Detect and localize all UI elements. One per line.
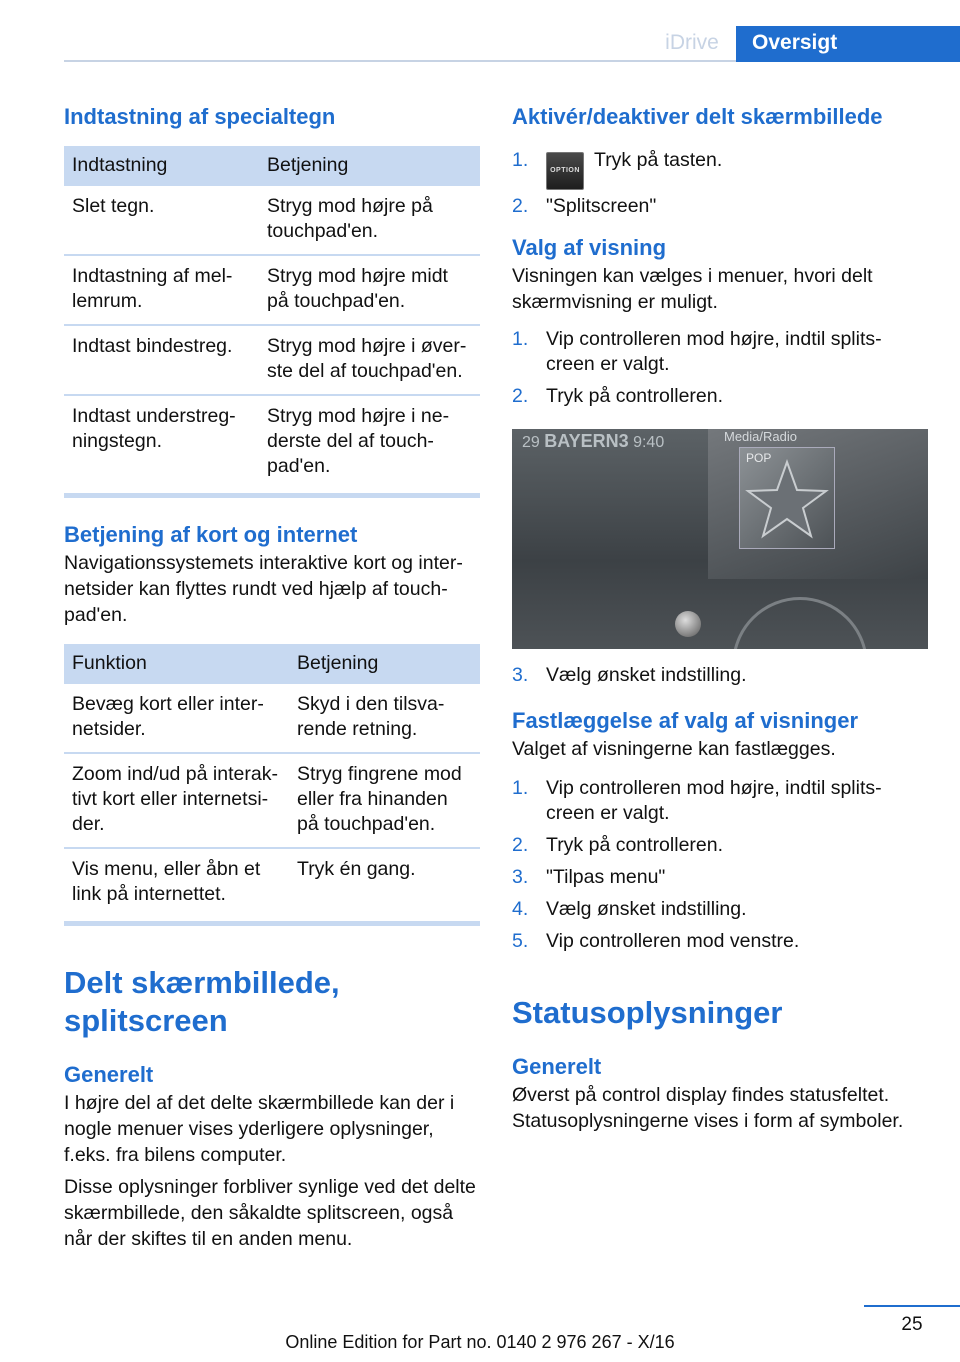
page-number: 25 [901,1314,923,1335]
list-item [512,194,928,219]
heading-fix-views: Fastlæggelse af valg af visninger [512,708,859,733]
heading-activate-splitscreen: Aktivér/deaktiver delt skærmbillede [512,104,883,129]
maps-internet-table [64,644,480,926]
step-number: 2. [512,834,529,856]
table-row [64,186,480,255]
heading-general: Generelt [64,1062,154,1087]
table-cell: Slet tegn. [64,186,259,255]
step-text: Vælg ønsket indstilling. [546,898,747,920]
table-cell: Tryk én gang. [289,848,480,924]
left-column [64,96,480,1252]
table-row [64,395,480,496]
step-number: 1. [512,328,529,350]
list-item [512,327,928,377]
step-number: 2. [512,385,529,407]
step-number: 5. [512,930,529,952]
table-cell: Indtastning af mel-lemrum. [64,255,259,325]
paragraph-view: Visningen kan vælges i menuer, hvori delt skærmvisning er muligt. [512,265,873,313]
paragraph-status: Øverst på control display findes statusfeltet. Statusoplysningerne vises i form af symboler. [512,1084,904,1132]
step-text: Tryk på tasten. [594,149,723,171]
media-radio-label: Media/Radio [724,429,797,444]
fix-steps [512,776,928,954]
list-item [512,833,928,858]
table-cell: Vis menu, eller åbn et link på internettet. [64,848,289,924]
step-number: 3. [512,664,529,686]
heading-maps-internet: Betjening af kort og internet [64,522,358,547]
header-tab: Oversigt [736,26,960,62]
table-cell: Stryg fingrene mod eller fra hinanden på touchpad'en. [289,753,480,848]
special-characters-table [64,146,480,498]
table-cell: Indtast bindestreg. [64,325,259,395]
table-header: Indtastning [64,146,259,186]
list-item [512,929,928,954]
preset-number: 29 [522,434,540,451]
heading-view-selection: Valg af visning [512,235,667,260]
activate-steps [512,142,928,219]
table-row [64,325,480,395]
table-header: Betjening [259,146,480,186]
list-item [512,663,928,688]
step-text: Tryk på controlleren. [546,385,724,407]
table-header: Betjening [289,644,480,684]
table-row [64,255,480,325]
step-number: 2. [512,195,529,217]
clock-time: 9:40 [633,434,665,451]
paragraph-general-1: I højre del af det delte skærmbillede kan der i nogle menuer vises yderligere oplysninger, f.eks. fra bilens computer. [64,1092,455,1166]
radio-station-readout [522,431,664,452]
step-text: "Tilpas menu" [546,866,666,888]
table-cell: Zoom ind/ud på interak-tivt kort eller internetsi-der. [64,753,289,848]
step-text: "Splitscreen" [546,195,657,217]
table-header: Funktion [64,644,289,684]
heading-status-info: Statusoplysninger [512,995,783,1030]
list-item [512,897,928,922]
table-cell: Stryg mod højre midt på touchpad'en. [259,255,480,325]
paragraph-general-2: Disse oplysninger forbliver synlige ved det delte skærmbillede, den såkaldte splitscreen, også når der skiftes til en anden menu. [64,1176,476,1250]
list-item [512,384,928,409]
table-cell: Stryg mod højre på touchpad'en. [259,186,480,255]
footer-rule [864,1305,960,1307]
table-cell: Stryg mod højre i øver-ste del af touchpad'en. [259,325,480,395]
list-item [512,865,928,890]
heading-special-characters: Indtastning af specialtegn [64,104,336,129]
table-row [64,848,480,924]
step-text: Vip controlleren mod højre, indtil splits-creen er valgt. [546,777,882,824]
option-button-icon: OPTION [546,152,584,190]
station-name: BAYERN3 [544,431,629,451]
list-item [512,776,928,826]
step-number: 4. [512,898,529,920]
right-column [512,96,928,1134]
view-steps-continued [512,663,928,688]
splitscreen-screenshot [512,429,928,649]
paragraph-maps: Navigationssystemets interaktive kort og inter-netsider kan flyttes rundt ved hjælp af touch-pad'en. [64,552,463,626]
table-cell: Skyd i den tilsva-rende retning. [289,684,480,753]
heading-general-2: Generelt [512,1054,602,1079]
step-text: Tryk på controlleren. [546,834,724,856]
step-text: Vælg ønsket indstilling. [546,664,747,686]
step-text: Vip controlleren mod højre, indtil splits-creen er valgt. [546,328,882,375]
step-text: Vip controlleren mod venstre. [546,930,800,952]
heading-splitscreen: Delt skærmbillede, splitscreen [64,965,340,1038]
controller-knob-icon [675,611,701,637]
view-steps [512,327,928,409]
table-cell: Stryg mod højre i ne-derste del af touch-pad'en. [259,395,480,496]
cover-label: POP [746,451,772,465]
step-number: 1. [512,777,529,799]
header-section: iDrive [665,31,719,54]
table-row [64,684,480,753]
paragraph-fix: Valget af visningerne kan fastlægges. [512,738,836,760]
edition-footer: Online Edition for Part no. 0140 2 976 267 - X/16 [285,1332,675,1352]
table-cell: Bevæg kort eller inter-netsider. [64,684,289,753]
speedometer-dial [732,597,868,649]
list-item [512,142,928,190]
table-cell: Indtast understreg-ningstegn. [64,395,259,496]
table-row [64,753,480,848]
step-number: 3. [512,866,529,888]
step-number: 1. [512,149,529,171]
